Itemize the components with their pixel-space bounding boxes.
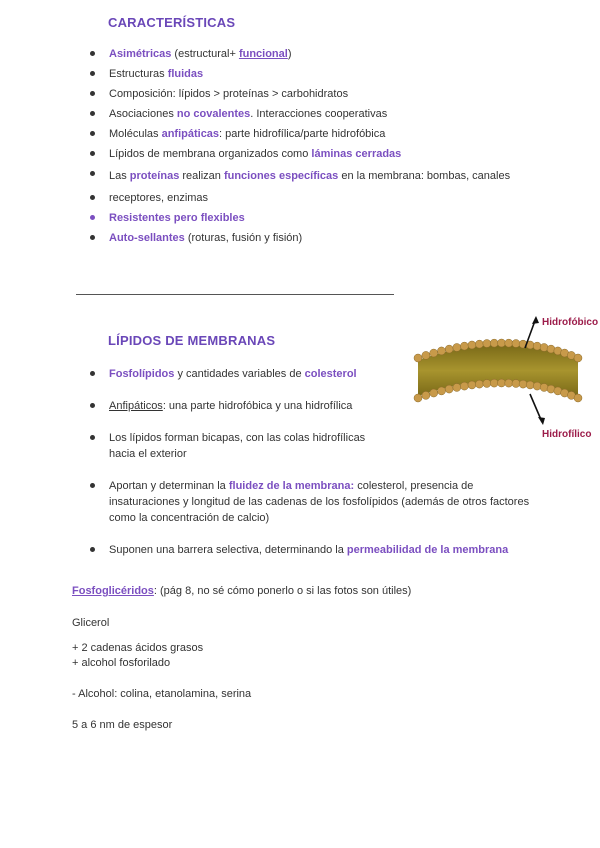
- lipid-head: [468, 341, 476, 349]
- lipid-head: [498, 339, 506, 347]
- lipid-head: [460, 382, 468, 390]
- list-item: Anfipáticos: una parte hidrofóbica y una hidrofílica: [90, 398, 540, 414]
- lipid-head: [422, 391, 430, 399]
- lipid-head: [533, 342, 541, 350]
- lipid-head: [445, 385, 453, 393]
- arrowhead-hydrophilic: [538, 417, 545, 425]
- list-item: Moléculas anfipáticas: parte hidrofílica/parte hidrofóbica: [90, 126, 530, 142]
- lipid-head: [483, 379, 491, 387]
- list-item: Los lípidos forman bicapas, con las colas hidrofílicas hacia el exterior: [90, 430, 540, 462]
- lipid-head: [414, 394, 422, 402]
- lipid-head: [505, 379, 513, 387]
- lipid-head: [540, 343, 548, 351]
- lipid-head: [512, 339, 520, 347]
- section-divider: [76, 294, 394, 295]
- lipid-head: [430, 389, 438, 397]
- list-item: Resistentes pero flexibles: [90, 210, 530, 226]
- list-item: Aportan y determinan la fluidez de la membrana: colesterol, presencia de insaturaciones y longitud de las cadenas de los fosfolípidos (además de otros factores como la concentración de calcio): [90, 478, 540, 526]
- alcoholes-line: - Alcohol: colina, etanolamina, serina: [72, 688, 252, 700]
- lipid-head: [519, 380, 527, 388]
- list-item: Auto-sellantes (roturas, fusión y fisión): [90, 230, 530, 246]
- list-item: Estructuras fluidas: [90, 66, 530, 82]
- lipid-head: [430, 349, 438, 357]
- lipid-head: [475, 380, 483, 388]
- list-item: receptores, enzimas: [90, 190, 530, 206]
- lipid-head: [505, 339, 513, 347]
- lipid-head: [422, 351, 430, 359]
- lipid-head: [533, 382, 541, 390]
- lipid-head: [453, 343, 461, 351]
- list-item: Asimétricas (estructural+ funcional): [90, 46, 530, 62]
- list-item: Lípidos de membrana organizados como láminas cerradas: [90, 146, 530, 162]
- characteristics-list: [90, 46, 530, 246]
- list-item: Composición: lípidos > proteínas > carbohidratos: [90, 86, 530, 102]
- lipid-head: [460, 342, 468, 350]
- list-item: Asociaciones no covalentes. Interacciones cooperativas: [90, 106, 530, 122]
- list-item: Suponen una barrera selectiva, determinando la permeabilidad de la membrana: [90, 542, 509, 558]
- section-title-caracteristicas: CARACTERÍSTICAS: [108, 15, 236, 30]
- lipid-head: [540, 383, 548, 391]
- lipid-head: [483, 339, 491, 347]
- lipid-head: [574, 354, 582, 362]
- list-item: Las proteínas realizan funciones específicas en la membrana: bombas, canales: [90, 166, 530, 186]
- lipid-head: [526, 381, 534, 389]
- section-title-lipidos: LÍPIDOS DE MEMBRANAS: [108, 333, 276, 348]
- bilayer-illustration: [410, 308, 600, 444]
- lipid-head: [453, 383, 461, 391]
- lipid-head: [437, 347, 445, 355]
- arrowhead-hydrophobic: [532, 316, 539, 324]
- lipid-head: [498, 379, 506, 387]
- label-hidrofilico: Hidrofílico: [542, 429, 592, 440]
- label-hidrofobico: Hidrofóbico: [542, 317, 599, 328]
- lipid-head: [475, 340, 483, 348]
- glicerol-line: Glicerol: [72, 617, 110, 629]
- list-item: Fosfolípidos y cantidades variables de colesterol: [90, 366, 540, 382]
- lipid-head: [414, 354, 422, 362]
- lipid-head: [437, 387, 445, 395]
- lipid-head: [468, 381, 476, 389]
- cadenas-line: + 2 cadenas ácidos grasos: [72, 642, 204, 654]
- lipid-head: [490, 339, 498, 347]
- lipid-head: [490, 379, 498, 387]
- fosfogliceridos-note: Fosfoglicéridos: (pág 8, no sé cómo ponerlo o si las fotos son útiles): [72, 585, 412, 597]
- espesor-line: 5 a 6 nm de espesor: [72, 719, 173, 731]
- alcohol-line: + alcohol fosforilado: [72, 657, 171, 669]
- lipid-head: [574, 394, 582, 402]
- lipid-head: [512, 379, 520, 387]
- lipid-head: [445, 345, 453, 353]
- bilayer-figure: [410, 308, 600, 444]
